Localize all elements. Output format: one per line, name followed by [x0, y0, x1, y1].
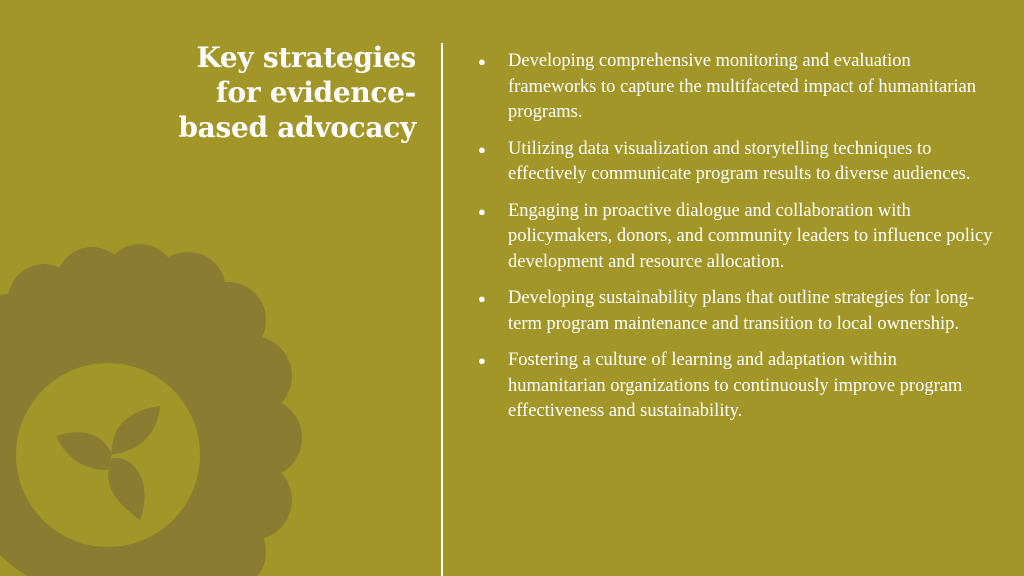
- bullet-icon: ●: [478, 353, 486, 368]
- list-item-text: Developing sustainability plans that outline strategies for long-term program maintenance and transition to local ownership.: [508, 288, 975, 334]
- list-item: [476, 199, 996, 276]
- bullet-icon: ●: [478, 203, 486, 219]
- list-item-text: Developing comprehensive monitoring and evaluation frameworks to capture the multifaceted impact of humanitarian programs.: [508, 51, 976, 122]
- bullet-icon: ●: [478, 291, 486, 306]
- bullet-list: [476, 49, 996, 436]
- vertical-divider: [441, 43, 443, 576]
- list-item-text: Utilizing data visualization and storytelling techniques to effectively communicate program results to diverse audiences.: [508, 138, 971, 184]
- list-item: [476, 286, 996, 337]
- list-item: [476, 49, 996, 126]
- list-item-text: Engaging in proactive dialogue and collaboration with policymakers, donors, and community leaders to influence policy development and resource allocation.: [508, 200, 993, 272]
- list-item: [476, 137, 996, 188]
- page-title: Key strategies for evidence-based advocacy: [178, 41, 416, 144]
- list-item-text: Fostering a culture of learning and adaptation within humanitarian organizations to continuously improve program effectiveness and sustainability.: [508, 350, 963, 421]
- list-item: [476, 348, 996, 425]
- bullet-icon: ●: [478, 141, 486, 157]
- bullet-icon: ●: [478, 54, 486, 69]
